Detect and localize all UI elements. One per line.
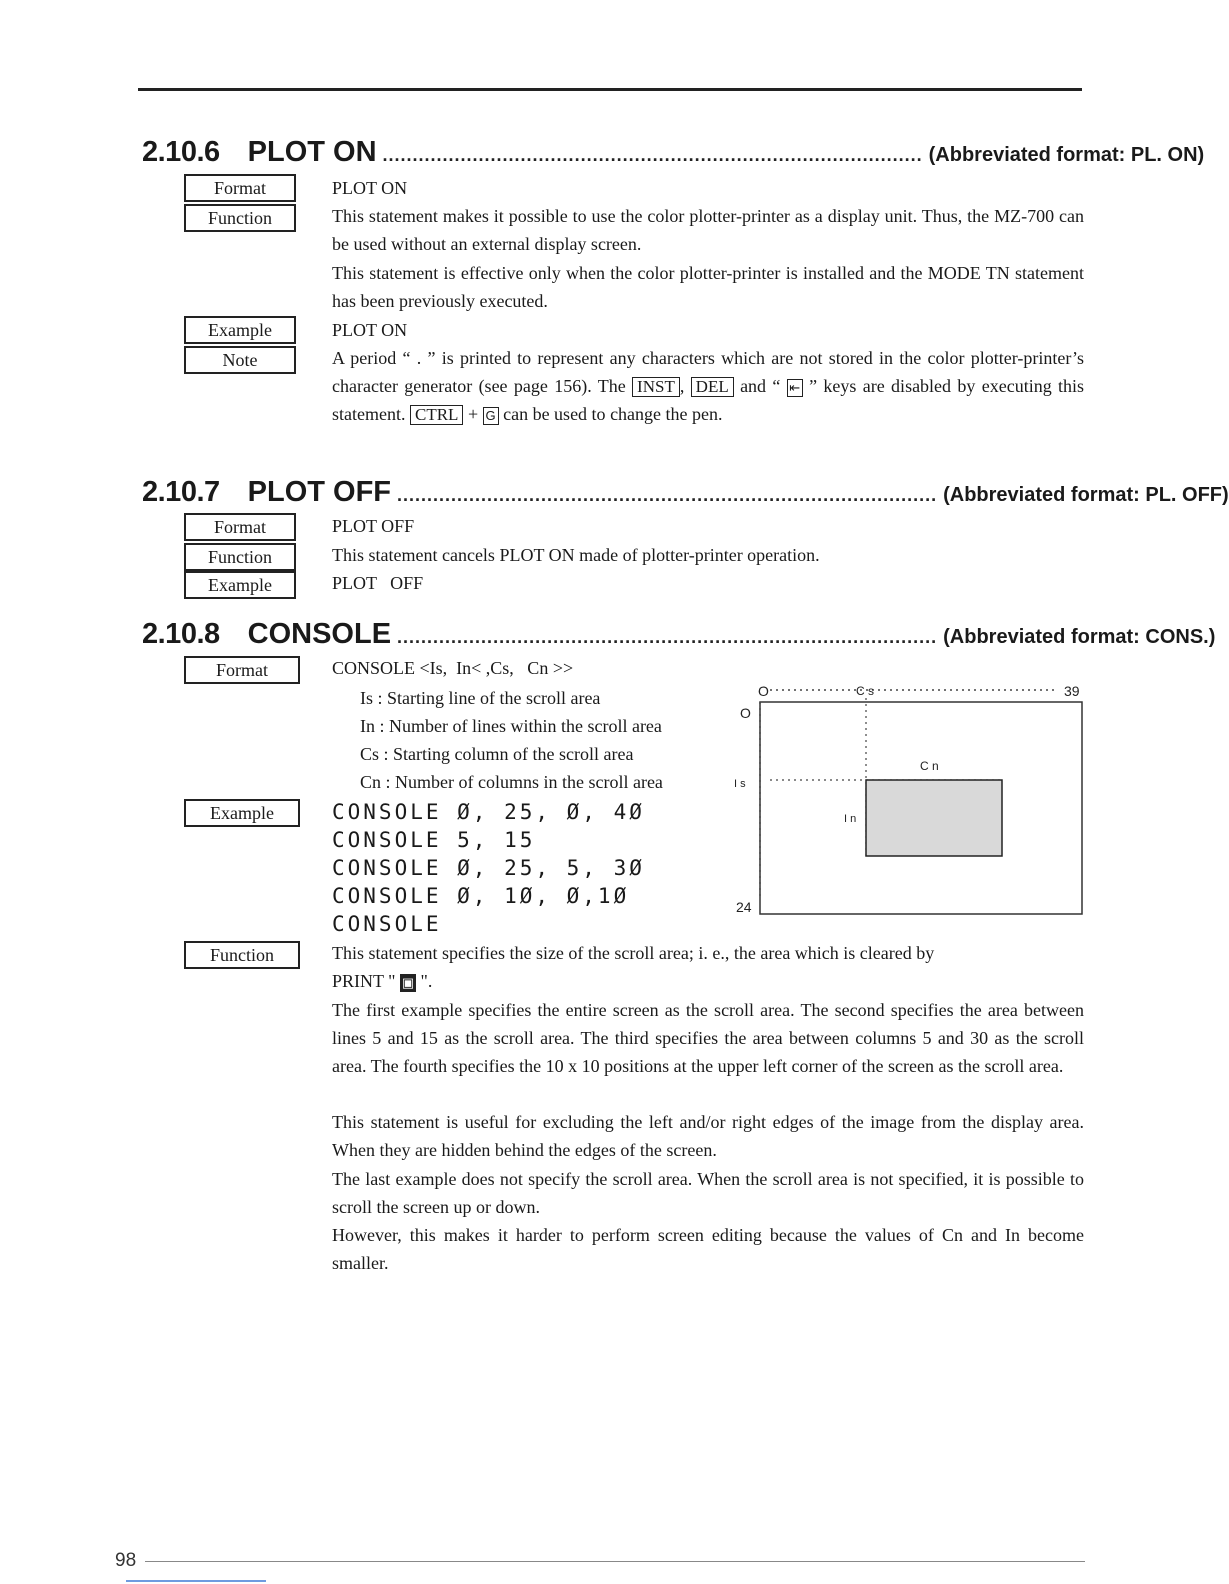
section-heading-plot-off bbox=[142, 476, 1229, 516]
format-label: Format bbox=[184, 174, 296, 202]
section-title: PLOT ON bbox=[247, 136, 377, 168]
plot-on-function-p2: This statement is effective only when the color plotter-printer is installed and the MODE TN statement has been previously executed. bbox=[332, 263, 1084, 312]
plot-off-function: This statement cancels PLOT ON made of plotter-printer operation. bbox=[332, 545, 820, 565]
origin-label: O bbox=[758, 683, 769, 699]
top-rule bbox=[138, 88, 1082, 91]
console-format: CONSOLE <Is, In< ,Cs, Cn >> bbox=[332, 658, 574, 678]
function-label: Function bbox=[184, 543, 296, 571]
section-number: 2.10.6 bbox=[142, 136, 220, 168]
scroll-area-diagram bbox=[734, 676, 1088, 920]
leader-dots: .......................................................................................... bbox=[397, 485, 938, 505]
comma: , bbox=[679, 376, 685, 397]
plus-sign: + bbox=[467, 404, 479, 425]
console-example-5: CONSOLE bbox=[332, 912, 442, 936]
console-example-3: CONSOLE Ø, 25, 5, 3Ø bbox=[332, 856, 645, 880]
page-number: 98 bbox=[115, 1550, 137, 1571]
in-label: I n bbox=[844, 813, 857, 825]
plot-on-note bbox=[332, 344, 1084, 429]
cs-label: C s bbox=[856, 684, 874, 698]
console-example-4: CONSOLE Ø, 1Ø, Ø,1Ø bbox=[332, 884, 630, 908]
definition-cs: Cs : Starting column of the scroll area bbox=[360, 744, 634, 764]
format-label: Format bbox=[184, 513, 296, 541]
console-example-1: CONSOLE Ø, 25, Ø, 4Ø bbox=[332, 800, 645, 824]
console-paragraph-2: This statement is useful for excluding the left and/or right edges of the image from the display area. When they are hidden behind the edges of the screen. bbox=[332, 1112, 1084, 1161]
console-function-intro bbox=[332, 939, 1084, 995]
definition-is: Is : Starting line of the scroll area bbox=[360, 688, 601, 708]
definition-in: In : Number of lines within the scroll area bbox=[360, 716, 662, 736]
note-text-d: change the pen. bbox=[610, 404, 723, 425]
note-label: Note bbox=[184, 346, 296, 374]
inst-key: INST bbox=[632, 377, 680, 397]
note-text-c: can be used to bbox=[503, 404, 606, 425]
section-heading-console bbox=[142, 618, 1216, 658]
plot-on-function-p1: This statement makes it possible to use the color plotter-printer as a display unit. Thus, the MZ-700 can be used without an external display screen. bbox=[332, 206, 1084, 255]
section-title: PLOT OFF bbox=[247, 476, 392, 508]
console-function-b-end: ". bbox=[416, 971, 433, 992]
note-text-a: A period “ . ” is printed to represent any characters which are not stored in the color plotter-printer’s character generator (see page 156). The bbox=[332, 348, 1084, 397]
console-paragraph-4: However, this makes it harder to perform screen editing because the values of Cn and In become smaller. bbox=[332, 1225, 1084, 1274]
footer-mark bbox=[126, 1580, 266, 1582]
plot-on-format: PLOT ON bbox=[332, 178, 408, 198]
console-paragraph-1: The first example specifies the entire screen as the scroll area. The second specifies the area between lines 5 and 15 as the scroll area. The third specifies the area between columns 5 and 30 as the scroll area. The fourth specifies the 10 x 10 positions at the upper left corner of the screen as the scroll area. bbox=[332, 1000, 1084, 1077]
first-line-label: O bbox=[740, 705, 751, 721]
note-and: and bbox=[740, 376, 767, 397]
ctrl-key: CTRL bbox=[410, 405, 463, 425]
abbreviated-format: (Abbreviated format: CONS.) bbox=[943, 626, 1216, 648]
leader-dots: .......................................................................................... bbox=[382, 145, 923, 165]
console-function-a: This statement specifies the size of the scroll area; i. e., the area which is cleared by bbox=[332, 943, 935, 963]
example-label: Example bbox=[184, 799, 300, 827]
console-function-b: PRINT " bbox=[332, 971, 401, 992]
leader-dots: .......................................................................................... bbox=[397, 627, 938, 647]
plot-off-example: PLOT OFF bbox=[332, 573, 424, 593]
example-label: Example bbox=[184, 316, 296, 344]
format-label: Format bbox=[184, 656, 300, 684]
scroll-area-rect bbox=[866, 780, 1002, 856]
console-paragraph-3: The last example does not specify the scroll area. When the scroll area is not specified, it is possible to scroll the screen up or down. bbox=[332, 1169, 1084, 1218]
g-key: G bbox=[483, 407, 499, 425]
is-label: I s bbox=[734, 778, 746, 790]
backspace-arrow-key: ⇤ bbox=[787, 379, 803, 397]
function-label: Function bbox=[184, 204, 296, 232]
last-column-label: 39 bbox=[1064, 683, 1080, 699]
abbreviated-format: (Abbreviated format: PL. OFF) bbox=[943, 484, 1229, 506]
example-label: Example bbox=[184, 571, 296, 599]
definition-cn: Cn : Number of columns in the scroll area bbox=[360, 772, 663, 792]
abbreviated-format: (Abbreviated format: PL. ON) bbox=[928, 144, 1205, 166]
last-line-label: 24 bbox=[736, 899, 752, 915]
section-title: CONSOLE bbox=[247, 618, 392, 650]
cn-label: C n bbox=[920, 759, 939, 773]
note-open-quote: “ bbox=[772, 376, 781, 397]
section-heading-plot-on bbox=[142, 136, 1205, 176]
console-example-2: CONSOLE 5, 15 bbox=[332, 828, 536, 852]
function-label: Function bbox=[184, 941, 300, 969]
plot-off-format: PLOT OFF bbox=[332, 516, 415, 536]
note-text-b: ” keys are disabled by executing this statement. bbox=[332, 376, 1085, 425]
clr-key-icon: ▣ bbox=[401, 975, 415, 991]
section-number: 2.10.7 bbox=[142, 476, 220, 508]
section-number: 2.10.8 bbox=[142, 618, 220, 650]
plot-on-example: PLOT ON bbox=[332, 320, 408, 340]
del-key: DEL bbox=[691, 377, 734, 397]
footer-rule bbox=[145, 1561, 1085, 1562]
